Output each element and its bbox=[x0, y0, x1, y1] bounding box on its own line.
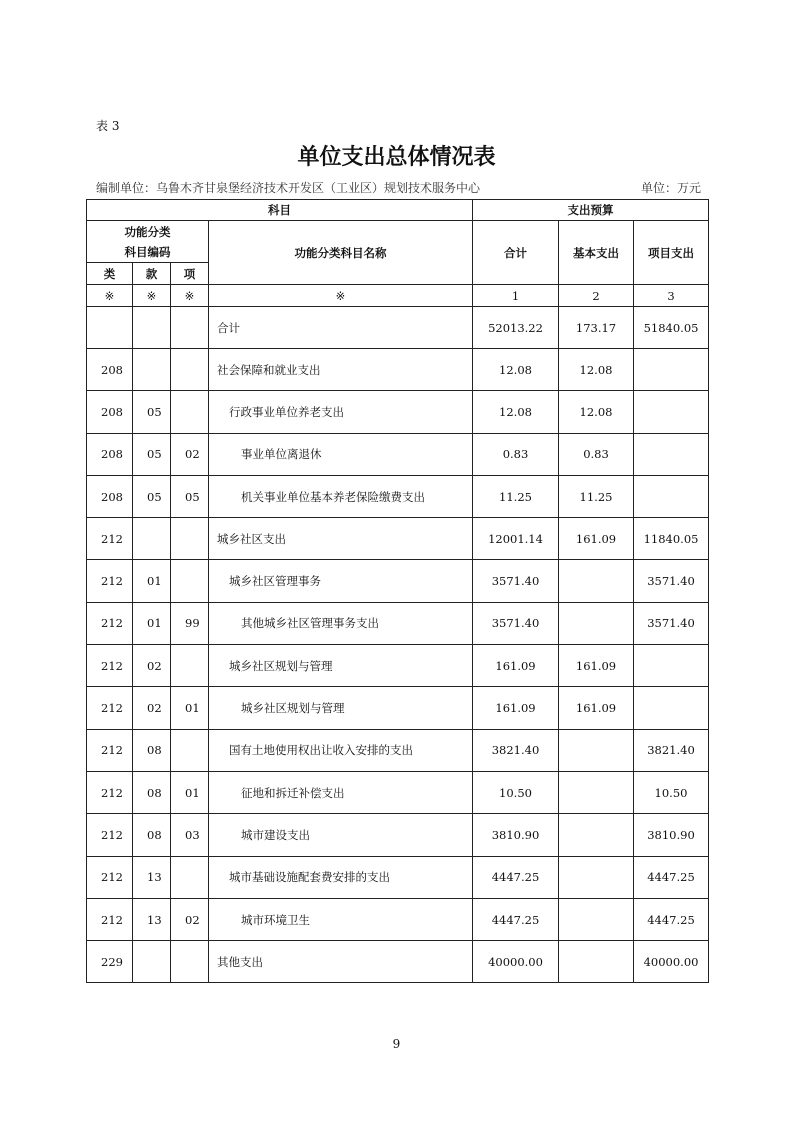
cell-basic bbox=[559, 941, 634, 983]
cell-kuan: 05 bbox=[133, 433, 171, 475]
cell-kuan: 01 bbox=[133, 560, 171, 602]
cell-basic bbox=[559, 814, 634, 856]
table-row bbox=[87, 518, 709, 560]
cell-project: 51840.05 bbox=[634, 307, 709, 349]
cell-basic bbox=[559, 856, 634, 898]
cell-kuan: 08 bbox=[133, 814, 171, 856]
cell-xiang: 05 bbox=[171, 475, 209, 517]
header-total: 合计 bbox=[473, 221, 559, 285]
cell-name: 事业单位离退休 bbox=[209, 433, 473, 475]
cell-basic bbox=[559, 729, 634, 771]
cell-total: 3571.40 bbox=[473, 560, 559, 602]
cell-total: 11.25 bbox=[473, 475, 559, 517]
cell-lei: 208 bbox=[87, 391, 133, 433]
cell-kuan bbox=[133, 349, 171, 391]
cell-lei: 212 bbox=[87, 687, 133, 729]
cell-xiang: 01 bbox=[171, 771, 209, 813]
cell-basic: 12.08 bbox=[559, 349, 634, 391]
cell-name: 城市基础设施配套费安排的支出 bbox=[209, 856, 473, 898]
cell-total: 161.09 bbox=[473, 645, 559, 687]
cell-basic: 161.09 bbox=[559, 518, 634, 560]
mark-lei: ※ bbox=[87, 285, 133, 307]
cell-kuan: 13 bbox=[133, 856, 171, 898]
cell-xiang bbox=[171, 518, 209, 560]
table-row bbox=[87, 856, 709, 898]
header-budget: 支出预算 bbox=[473, 200, 709, 221]
cell-project: 11840.05 bbox=[634, 518, 709, 560]
table-row bbox=[87, 391, 709, 433]
table-row bbox=[87, 602, 709, 644]
cell-name: 合计 bbox=[209, 307, 473, 349]
table-row bbox=[87, 475, 709, 517]
cell-kuan: 02 bbox=[133, 687, 171, 729]
cell-lei: 212 bbox=[87, 645, 133, 687]
cell-lei: 212 bbox=[87, 856, 133, 898]
cell-total: 4447.25 bbox=[473, 898, 559, 940]
cell-name: 征地和拆迁补偿支出 bbox=[209, 771, 473, 813]
cell-basic: 11.25 bbox=[559, 475, 634, 517]
cell-kuan: 08 bbox=[133, 771, 171, 813]
mark-kuan: ※ bbox=[133, 285, 171, 307]
cell-basic bbox=[559, 560, 634, 602]
cell-name: 城乡社区规划与管理 bbox=[209, 687, 473, 729]
cell-name: 国有土地使用权出让收入安排的支出 bbox=[209, 729, 473, 771]
cell-lei: 212 bbox=[87, 602, 133, 644]
cell-lei: 229 bbox=[87, 941, 133, 983]
cell-xiang bbox=[171, 307, 209, 349]
cell-xiang: 02 bbox=[171, 433, 209, 475]
cell-name: 城市建设支出 bbox=[209, 814, 473, 856]
cell-lei: 212 bbox=[87, 560, 133, 602]
cell-name: 城乡社区支出 bbox=[209, 518, 473, 560]
cell-lei: 212 bbox=[87, 898, 133, 940]
cell-lei: 208 bbox=[87, 475, 133, 517]
cell-project: 40000.00 bbox=[634, 941, 709, 983]
header-xiang: 项 bbox=[171, 263, 209, 285]
cell-project: 10.50 bbox=[634, 771, 709, 813]
cell-xiang: 01 bbox=[171, 687, 209, 729]
cell-lei: 208 bbox=[87, 433, 133, 475]
col-number-3: 3 bbox=[634, 285, 709, 307]
cell-basic: 173.17 bbox=[559, 307, 634, 349]
header-name-col: 功能分类科目名称 bbox=[209, 221, 473, 285]
cell-kuan bbox=[133, 518, 171, 560]
header-func-code bbox=[87, 221, 209, 263]
cell-project: 4447.25 bbox=[634, 898, 709, 940]
cell-total: 3821.40 bbox=[473, 729, 559, 771]
cell-project bbox=[634, 433, 709, 475]
cell-xiang bbox=[171, 645, 209, 687]
cell-total: 12001.14 bbox=[473, 518, 559, 560]
cell-name: 其他支出 bbox=[209, 941, 473, 983]
cell-lei bbox=[87, 307, 133, 349]
header-basic: 基本支出 bbox=[559, 221, 634, 285]
cell-xiang bbox=[171, 349, 209, 391]
cell-kuan: 05 bbox=[133, 391, 171, 433]
cell-total: 10.50 bbox=[473, 771, 559, 813]
cell-kuan: 01 bbox=[133, 602, 171, 644]
table-row bbox=[87, 433, 709, 475]
cell-basic: 161.09 bbox=[559, 645, 634, 687]
cell-name: 城乡社区管理事务 bbox=[209, 560, 473, 602]
header-subject-code: 科目编码 bbox=[124, 244, 171, 259]
table-row bbox=[87, 349, 709, 391]
cell-xiang bbox=[171, 391, 209, 433]
cell-xiang: 03 bbox=[171, 814, 209, 856]
cell-total: 161.09 bbox=[473, 687, 559, 729]
cell-name: 社会保障和就业支出 bbox=[209, 349, 473, 391]
cell-project: 3821.40 bbox=[634, 729, 709, 771]
cell-total: 12.08 bbox=[473, 391, 559, 433]
cell-name: 行政事业单位养老支出 bbox=[209, 391, 473, 433]
cell-project bbox=[634, 475, 709, 517]
cell-kuan: 05 bbox=[133, 475, 171, 517]
table-row bbox=[87, 771, 709, 813]
cell-project: 3571.40 bbox=[634, 602, 709, 644]
header-subject: 科目 bbox=[87, 200, 473, 221]
mark-name: ※ bbox=[209, 285, 473, 307]
cell-basic: 0.83 bbox=[559, 433, 634, 475]
table-row bbox=[87, 307, 709, 349]
cell-xiang: 99 bbox=[171, 602, 209, 644]
cell-name: 城市环境卫生 bbox=[209, 898, 473, 940]
cell-basic: 12.08 bbox=[559, 391, 634, 433]
table-row bbox=[87, 729, 709, 771]
cell-total: 3571.40 bbox=[473, 602, 559, 644]
table-row bbox=[87, 645, 709, 687]
table-row bbox=[87, 560, 709, 602]
cell-lei: 212 bbox=[87, 518, 133, 560]
table-row bbox=[87, 898, 709, 940]
table-row bbox=[87, 814, 709, 856]
page-number: 9 bbox=[392, 1037, 401, 1051]
cell-kuan bbox=[133, 941, 171, 983]
cell-total: 52013.22 bbox=[473, 307, 559, 349]
cell-project: 4447.25 bbox=[634, 856, 709, 898]
table-number: 表 3 bbox=[96, 119, 120, 133]
cell-project bbox=[634, 687, 709, 729]
header-lei: 类 bbox=[87, 263, 133, 285]
cell-name: 机关事业单位基本养老保险缴费支出 bbox=[209, 475, 473, 517]
col-number-2: 2 bbox=[559, 285, 634, 307]
cell-xiang: 02 bbox=[171, 898, 209, 940]
cell-basic: 161.09 bbox=[559, 687, 634, 729]
mark-xiang: ※ bbox=[171, 285, 209, 307]
cell-basic bbox=[559, 602, 634, 644]
cell-project bbox=[634, 349, 709, 391]
compiling-unit: 编制单位：乌鲁木齐甘泉堡经济技术开发区（工业区）规划技术服务中心 bbox=[96, 181, 481, 195]
cell-basic bbox=[559, 898, 634, 940]
table-row bbox=[87, 687, 709, 729]
header-project: 项目支出 bbox=[634, 221, 709, 285]
header-func-class: 功能分类 bbox=[124, 224, 171, 239]
cell-name: 其他城乡社区管理事务支出 bbox=[209, 602, 473, 644]
cell-lei: 212 bbox=[87, 729, 133, 771]
cell-xiang bbox=[171, 856, 209, 898]
cell-lei: 212 bbox=[87, 771, 133, 813]
cell-kuan: 08 bbox=[133, 729, 171, 771]
cell-project bbox=[634, 645, 709, 687]
cell-lei: 208 bbox=[87, 349, 133, 391]
cell-xiang bbox=[171, 560, 209, 602]
cell-kuan: 13 bbox=[133, 898, 171, 940]
cell-total: 4447.25 bbox=[473, 856, 559, 898]
cell-kuan: 02 bbox=[133, 645, 171, 687]
cell-project: 3810.90 bbox=[634, 814, 709, 856]
cell-kuan bbox=[133, 307, 171, 349]
cell-basic bbox=[559, 771, 634, 813]
cell-project: 3571.40 bbox=[634, 560, 709, 602]
cell-total: 3810.90 bbox=[473, 814, 559, 856]
cell-total: 40000.00 bbox=[473, 941, 559, 983]
page-title: 单位支出总体情况表 bbox=[297, 145, 496, 170]
cell-total: 0.83 bbox=[473, 433, 559, 475]
cell-lei: 212 bbox=[87, 814, 133, 856]
cell-project bbox=[634, 391, 709, 433]
currency-unit: 单位：万元 bbox=[640, 181, 701, 195]
table-body bbox=[87, 307, 709, 983]
expenditure-table bbox=[86, 199, 709, 983]
cell-total: 12.08 bbox=[473, 349, 559, 391]
table-row bbox=[87, 941, 709, 983]
header-kuan: 款 bbox=[133, 263, 171, 285]
cell-xiang bbox=[171, 729, 209, 771]
cell-xiang bbox=[171, 941, 209, 983]
cell-name: 城乡社区规划与管理 bbox=[209, 645, 473, 687]
col-number-1: 1 bbox=[473, 285, 559, 307]
